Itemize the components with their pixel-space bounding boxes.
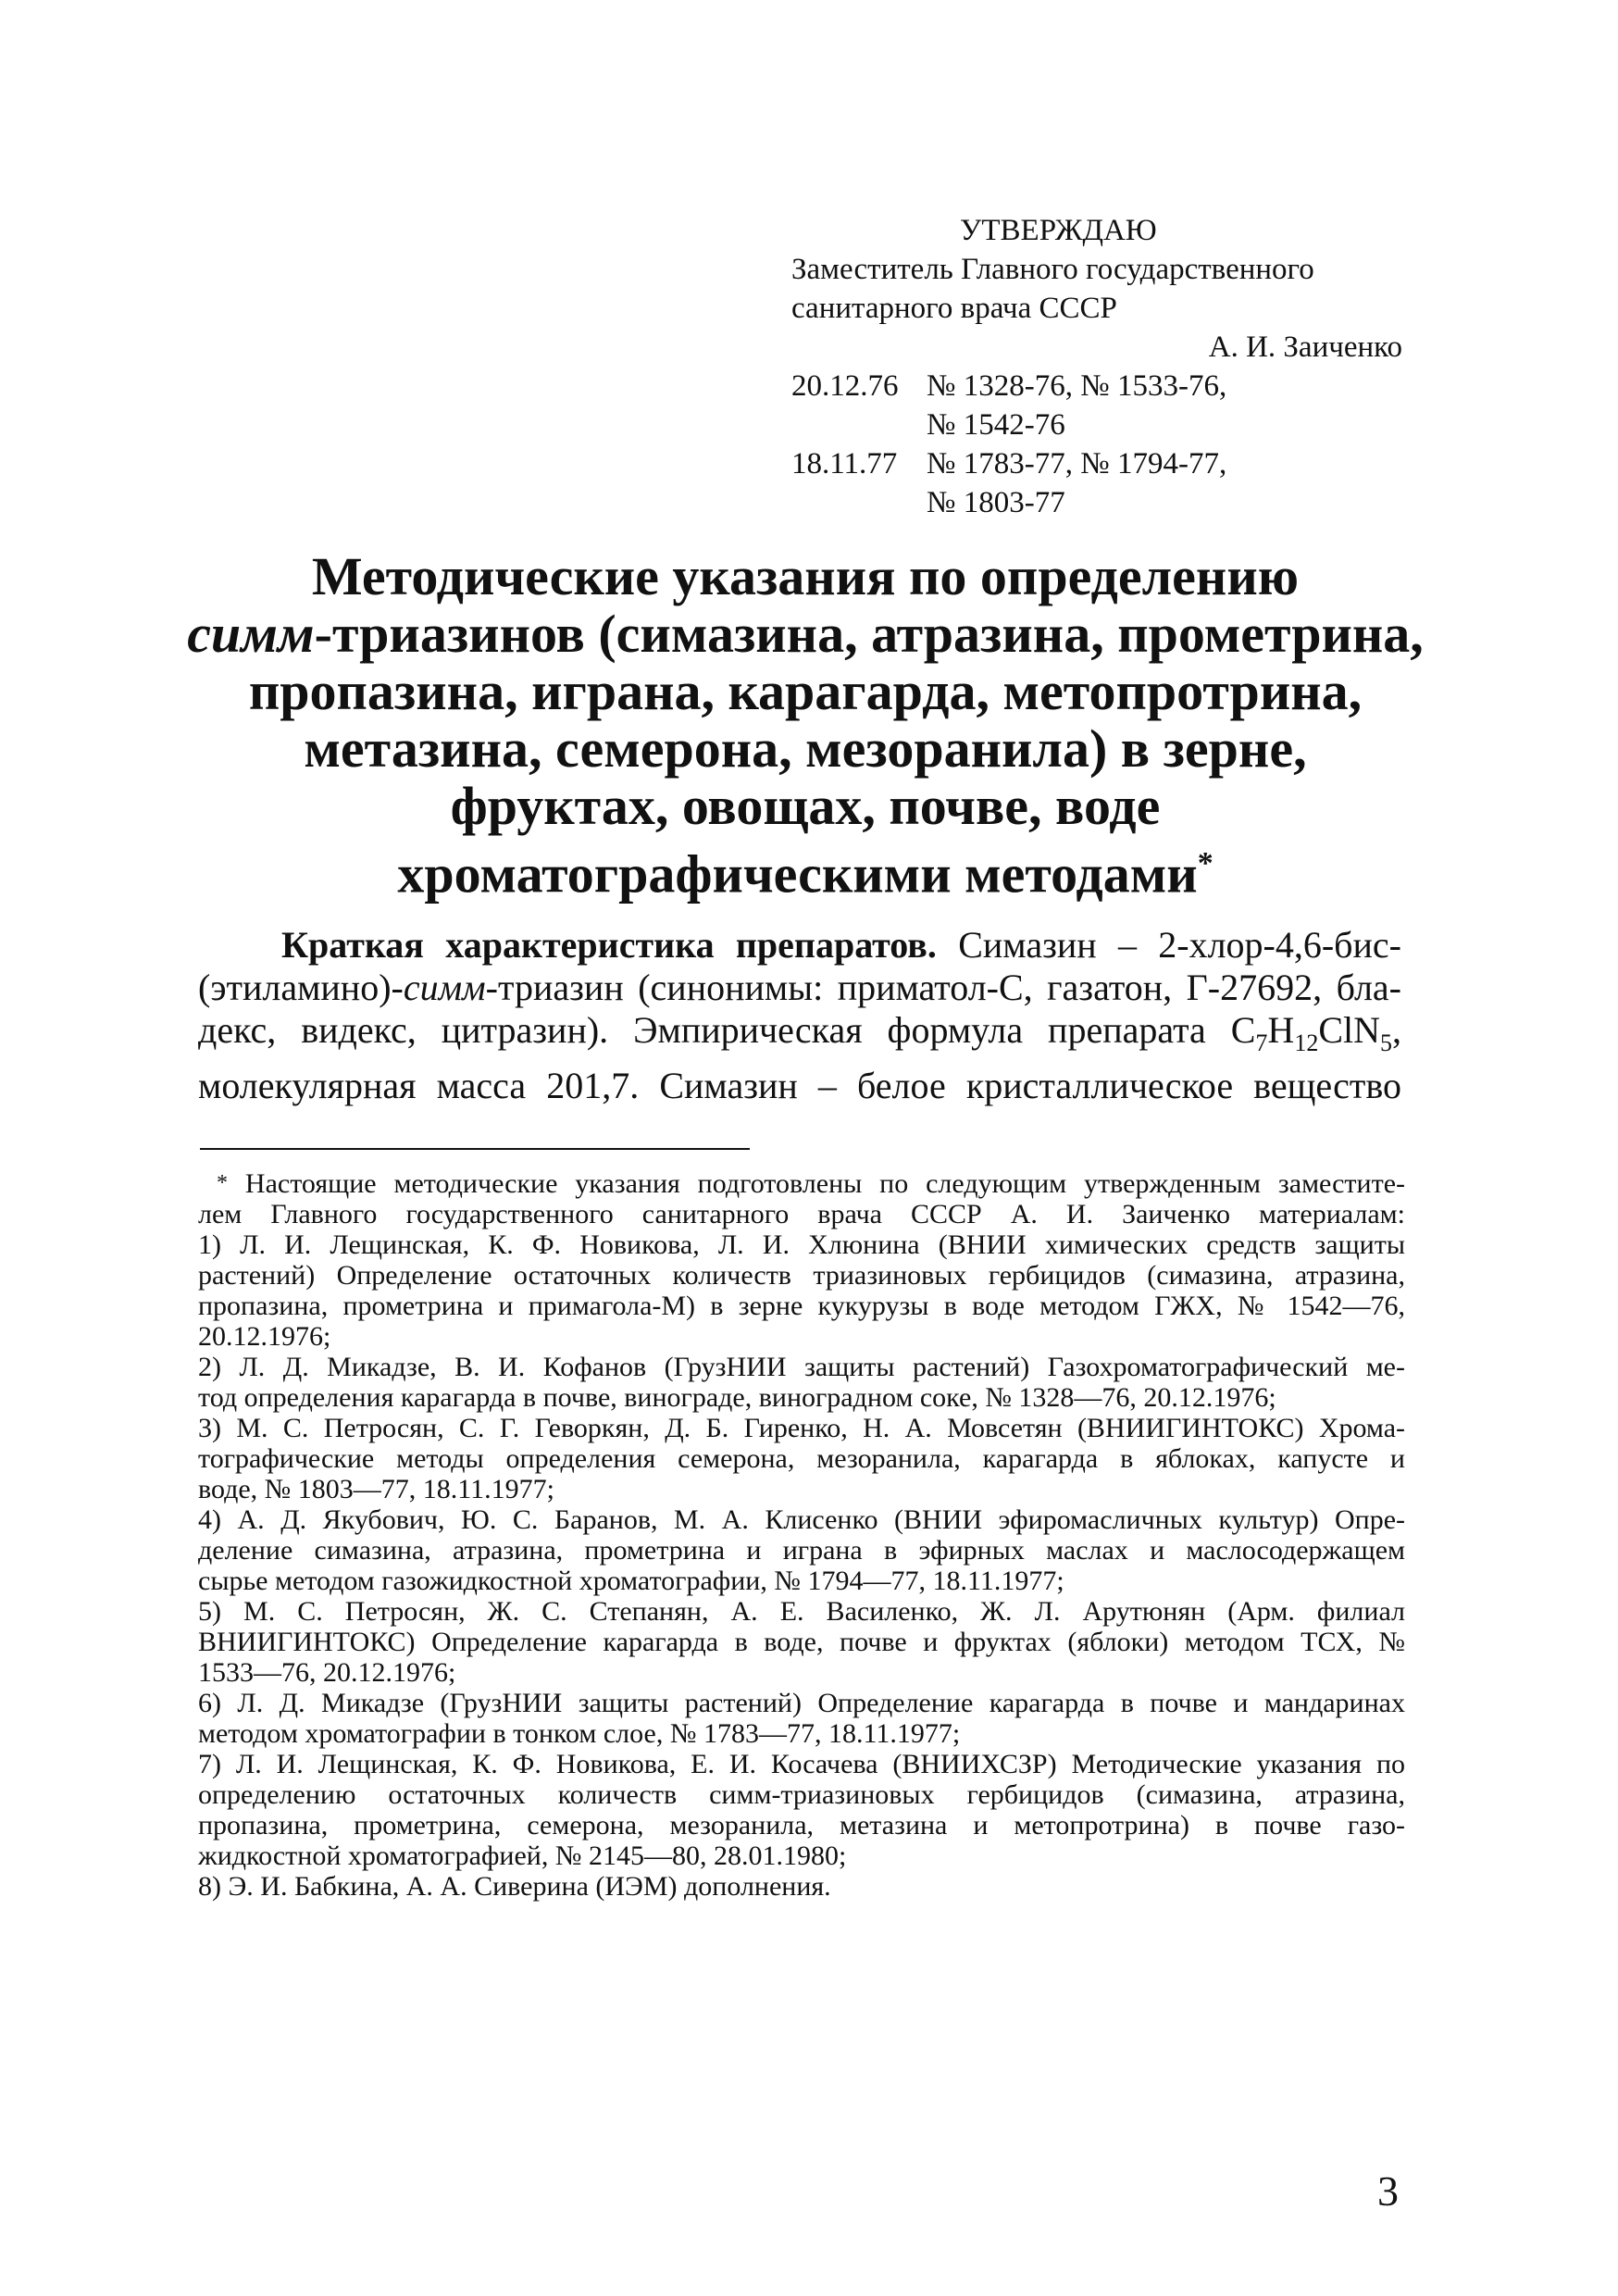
body-italic-term: симм: [403, 967, 486, 1008]
formula-element: ClN: [1318, 1009, 1380, 1051]
title-line: [176, 605, 1435, 663]
footnote-line: определению остаточных количеств симм-триазиновых гербицидов (симазина, атразина,: [198, 1779, 1405, 1810]
footnote-line: 2) Л. Д. Микадзе, В. И. Кофанов (ГрузНИИ защиты растений) Газохроматографический ме-: [198, 1352, 1405, 1382]
document-title: [176, 548, 1435, 903]
body-lead-bold: Краткая характеристика препаратов.: [281, 924, 937, 966]
footnote-line: методом хроматографии в тонком слое, № 1783—77, 18.11.1977;: [198, 1718, 961, 1749]
title-footnote-mark: *: [1197, 846, 1214, 880]
footnote-line: пропазина, прометрина и примагола-М) в зерне кукурузы в воде методом ГЖХ, № 1542—76,: [198, 1291, 1405, 1321]
footnote-line: тографические методы определения семерона, мезоранила, карагарда в яблоках, капусте и: [198, 1443, 1405, 1474]
footnote-line: [198, 1168, 1405, 1199]
formula-element: C: [1230, 1009, 1256, 1051]
footnote-line: пропазина, прометрина, семерона, мезоранила, метазина и метопротрина) в почве газо-: [198, 1810, 1405, 1841]
footnote-line: растений) Определение остаточных количеств триазиновых гербицидов (симазина, атразина,: [198, 1260, 1405, 1291]
body-line: молекулярная масса 201,7. Симазин – белое кристаллическое вещество: [198, 1065, 1401, 1106]
body-text-fragment: -триазин (синонимы: приматол-С, газатон, Г-27692, бла-: [485, 967, 1401, 1008]
footnote-line: деление симазина, атразина, прометрина и играна в эфирных маслах и маслосодержащем: [198, 1535, 1405, 1566]
footnote-star: *: [217, 1171, 228, 1195]
body-line-rest: Симазин – 2-хлор-4,6-бис-: [936, 924, 1402, 966]
approval-entry: [791, 367, 1402, 406]
approval-entry-numbers: № 1328-76, № 1533-76,: [927, 369, 1227, 403]
approval-heading: УТВЕРЖДАЮ: [960, 214, 1157, 247]
footnotes-block: [198, 1168, 1405, 1902]
footnote-divider: [200, 1148, 750, 1150]
approval-entry-numbers: № 1783-77, № 1794-77,: [927, 447, 1227, 480]
title-line: пропазина, играна, карагарда, метопротрина,: [248, 661, 1363, 721]
footnote-text: Настоящие методические указания подготовлены по следующим утвержденным заместите-: [244, 1168, 1406, 1199]
approval-entry-numbers: № 1803-77: [927, 486, 1065, 519]
footnote-line: жидкостной хроматографией, № 2145—80, 28.01.1980;: [198, 1841, 847, 1871]
approval-block: [791, 211, 1402, 522]
footnote-line: 1533—76, 20.12.1976;: [198, 1657, 456, 1688]
footnote-line: сырье методом газожидкостной хроматографии, № 1794—77, 18.11.1977;: [198, 1566, 1064, 1596]
footnote-line: тод определения карагарда в почве, винограде, виноградном соке, № 1328—76, 20.12.1976;: [198, 1382, 1276, 1413]
body-line: [198, 924, 1401, 967]
formula-subscript: 12: [1294, 1029, 1319, 1056]
title-line-text: хроматографическими методами: [397, 843, 1198, 905]
footnote-line: ВНИИГИНТОКС) Определение карагарда в воде, почве и фруктах (яблоки) методом ТСХ, №: [198, 1627, 1405, 1657]
footnote-line: воде, № 1803—77, 18.11.1977;: [198, 1474, 555, 1504]
formula-subscript: 5: [1380, 1029, 1392, 1056]
body-line: [198, 967, 1401, 1009]
footnote-line: 4) А. Д. Якубович, Ю. С. Баранов, М. А. Клисенко (ВНИИ эфиромасличных культур) Опре-: [198, 1504, 1405, 1535]
formula-subscript: 7: [1255, 1029, 1268, 1056]
footnote-line: 20.12.1976;: [198, 1321, 331, 1352]
footnote-line: 7) Л. И. Лещинская, К. Ф. Новикова, Е. И. Косачева (ВНИИХСЗР) Методические указания по: [198, 1749, 1405, 1779]
approval-entry-numbers: № 1542-76: [927, 408, 1065, 442]
footnote-line: 8) Э. И. Бабкина, А. А. Сиверина (ИЭМ) дополнения.: [198, 1871, 831, 1902]
approval-entry-date: 20.12.76: [791, 369, 899, 403]
footnote-line: 1) Л. И. Лещинская, К. Ф. Новикова, Л. И. Хлюнина (ВНИИ химических средств защиты: [198, 1229, 1405, 1260]
approval-entry: [791, 444, 1402, 483]
approval-signatory: А. И. Заиченко: [1208, 331, 1402, 364]
title-line-rest: -триазинов (симазина, атразина, прометрина,: [314, 604, 1424, 664]
body-text-fragment: (этиламино)-: [198, 967, 404, 1008]
body-line: [198, 1009, 1401, 1065]
footnote-line: 5) М. С. Петросян, Ж. С. Степанян, А. Е. Василенко, Ж. Л. Арутюнян (Арм. филиал: [198, 1596, 1405, 1627]
approval-entry-date: 18.11.77: [791, 447, 898, 480]
title-line: Методические указания по определению: [311, 546, 1300, 606]
page-number: 3: [1377, 2167, 1399, 2215]
body-text-fragment: ,: [1392, 1009, 1401, 1051]
approval-entry-continued: [791, 483, 1402, 522]
title-italic-term: симм: [187, 604, 315, 664]
formula-element: H: [1267, 1009, 1295, 1051]
footnote-line: 3) М. С. Петросян, С. Г. Геворкян, Д. Б. Гиренко, Н. А. Мовсетян (ВНИИГИНТОКС) Хрома-: [198, 1413, 1405, 1443]
title-line: фруктах, овощах, почве, воде: [450, 776, 1161, 836]
title-line: метазина, семерона, мезоранила) в зерне,: [304, 718, 1307, 779]
body-paragraph: [198, 924, 1401, 1107]
approval-entry-continued: [791, 406, 1402, 444]
chemical-formula: [1230, 1009, 1392, 1056]
approval-position-line-2: санитарного врача СССР: [791, 292, 1117, 325]
footnote-line: 6) Л. Д. Микадзе (ГрузНИИ защиты растений) Определение карагарда в почве и мандаринах: [198, 1688, 1405, 1718]
body-text-fragment: декс, видекс, цитразин). Эмпирическая формула препарата: [198, 1009, 1206, 1051]
approval-position-line-1: Заместитель Главного государственного: [791, 253, 1314, 286]
title-line: [176, 835, 1435, 903]
footnote-line: лем Главного государственного санитарного врача СССР А. И. Заиченко материалам:: [198, 1199, 1405, 1229]
